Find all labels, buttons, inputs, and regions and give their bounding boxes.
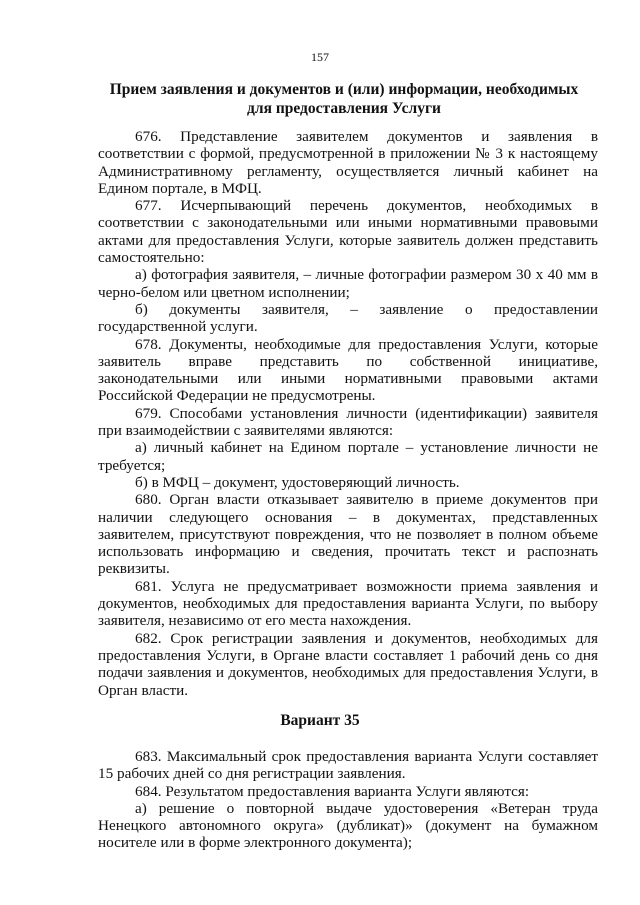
variant-body <box>98 748 598 852</box>
paragraph: 681. Услуга не предусматривает возможности приема заявления и документов, необходимых для предоставления варианта Услуги, по выбору заявителя, независимо от его места нахождения. <box>98 577 598 630</box>
variant-heading: Вариант 35 <box>280 712 360 729</box>
paragraph: 680. Орган власти отказывает заявителю в приеме документов при наличии следующего основания – в документах, представленных заявителем, присутствуют повреждения, что не позволяет в полном объеме использовать информацию и сведения, прочитать текст и распознать реквизиты. <box>98 491 598 578</box>
paragraph: б) в МФЦ – документ, удостоверяющий личность. <box>135 473 460 491</box>
paragraph: 684. Результатом предоставления варианта Услуги являются: <box>135 782 530 800</box>
paragraph: 683. Максимальный срок предоставления варианта Услуги составляет 15 рабочих дней со дня регистрации заявления. <box>98 748 598 783</box>
paragraph: б) документы заявителя, – заявление о предоставлении государственной услуги. <box>98 300 598 336</box>
page-number: 157 <box>311 50 329 64</box>
paragraph: а) фотография заявителя, – личные фотографии размером 30 х 40 мм в черно-белом или цветном исполнении; <box>98 266 598 301</box>
paragraph: а) решение о повторной выдаче удостоверения «Ветеран труда Ненецкого автономного округа» (дубликат)» (документ на бумажном носителе или в форме электронного документа); <box>98 799 598 852</box>
paragraph: 678. Документы, необходимые для предоставления Услуги, которые заявитель вправе представить по собственной инициативе, законодательными или иными нормативными правовыми актами Российской Федерации не предусмотрены. <box>98 335 598 405</box>
paragraph: 679. Способами установления личности (идентификации) заявителя при взаимодействии с заявителями являются: <box>98 404 598 440</box>
paragraph: 682. Срок регистрации заявления и документов, необходимых для предоставления Услуги, в Органе власти составляет 1 рабочий день со дня подачи заявления и документов, необходимых для предоставления Услуги, в Орган власти. <box>98 629 598 699</box>
section-heading: Прием заявления и документов и (или) информации, необходимых для предоставления Услуги <box>109 81 579 117</box>
paragraph: 677. Исчерпывающий перечень документов, необходимых в соответствии с законодательными или иными нормативными правовыми актами для предоставления Услуги, которые заявитель должен представить самостоятельно: <box>98 197 598 267</box>
paragraph: а) личный кабинет на Едином портале – установление личности не требуется; <box>98 439 598 474</box>
paragraph: 676. Представление заявителем документов и заявления в соответствии с формой, предусмотренной в приложении № 3 к настоящему Административному регламенту, осуществляется личный кабинет на Едином портале, в МФЦ. <box>98 128 598 197</box>
section-body <box>98 128 598 699</box>
